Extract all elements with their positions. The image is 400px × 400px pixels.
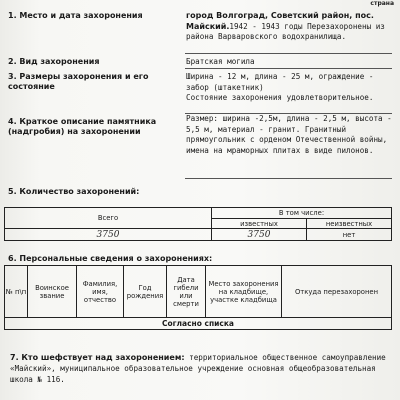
header-unknown: неизвестных — [307, 219, 392, 229]
item-2-label: 2. Вид захоронения — [8, 57, 100, 66]
col-rank: Воинское звание — [28, 266, 77, 318]
header-known: известных — [212, 219, 307, 229]
total-count: 3750 — [5, 229, 212, 241]
col-burial-place: Место захоронения на кладбище, участке кладбища — [206, 266, 282, 318]
page-corner-label: страна — [370, 0, 394, 7]
item-1-place: город Волгоград, Советский район, пос. Майский. — [186, 11, 377, 31]
header-total: Всего — [5, 208, 212, 229]
item-1-rule — [185, 53, 392, 54]
item-1-dates: 1942 - 1943 годы Перезахоронены из района Варваровского водохранилища. — [186, 21, 390, 41]
item-3-value: Ширина - 12 м, длина - 25 м, ограждение - забор (штакетник) Состояние захоронения удовлетворительное. — [186, 72, 374, 102]
item-4-label: 4. Краткое описание памятника (надгробия) на захоронении — [8, 117, 157, 136]
section-5-title: 5. Количество захоронений: — [8, 187, 140, 196]
list-note: Согласно списка — [5, 318, 392, 330]
section-7-value: территориальное общественное самоуправление «Майский», муниципальное образовательное учреждение основная общеобразовательная школа № 116. — [10, 353, 386, 384]
item-3-label: 3. Размеры захоронения и его состояние — [8, 72, 149, 91]
item-1-label: 1. Место и дата захоронения — [8, 11, 143, 20]
section-7-label: 7. Кто шефствует над захоронением: — [10, 353, 185, 362]
item-4-value: Размер: ширина -2,5м, длина - 2,5 м, высота - 5,5 м, материал - гранит. Гранитный прямоугольник с орденом Отечественной войны, имена на мраморных плитах в виде пилонов. — [186, 114, 397, 155]
personal-info-table — [4, 265, 392, 330]
item-1-value — [186, 11, 392, 43]
col-number: № п\п — [5, 266, 28, 318]
header-including: В том числе: — [212, 208, 392, 219]
item-2-rule — [185, 68, 392, 69]
col-reburied-from: Откуда перезахоронен — [282, 266, 392, 318]
known-count: 3750 — [212, 229, 307, 241]
col-death-date: Дата гибели или смерти — [167, 266, 206, 318]
item-4-rule — [185, 178, 392, 179]
item-2-value: Братская могила — [186, 57, 255, 66]
burial-count-table — [4, 207, 392, 241]
section-6-title: 6. Персональные сведения о захоронениях: — [8, 254, 213, 263]
col-birth-year: Год рождения — [124, 266, 167, 318]
section-7 — [10, 352, 395, 385]
col-fullname: Фамилия, имя, отчество — [77, 266, 124, 318]
unknown-count: нет — [307, 229, 392, 241]
